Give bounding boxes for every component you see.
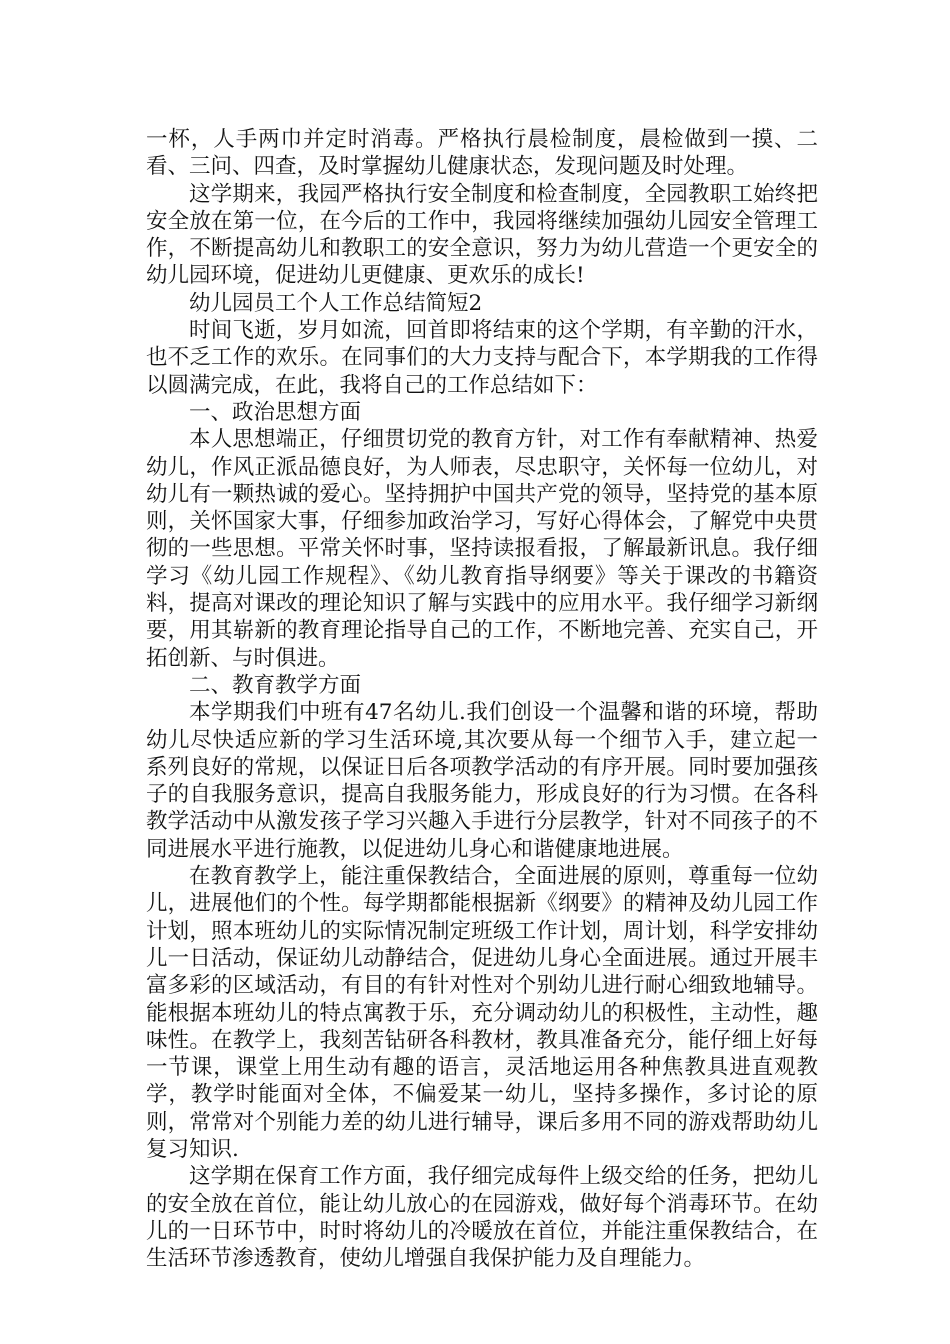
paragraph-teaching: 在教育教学上，能注重保教结合，全面进展的原则，尊重每一位幼儿，进展他们的个性。每学期都能根据新《纲要》的精神及幼儿园工作计划，照本班幼儿的实际情况制定班级工作计划，周计划，科学安排幼儿一日活动，保证幼儿动静结合，促进幼儿身心全面进展。通过开展丰富多彩的区域活动，有目的有针对性对个别幼儿进行耐心细致地辅导。能根据本班幼儿的特点寓教于乐，充分调动幼儿的积极性，主动性，趣味性。在教学上，我刻苦钻研各科教材，教具准备充分，能仔细上好每一节课，课堂上用生动有趣的语言，灵活地运用各种焦教具进直观教学，教学时能面对全体，不偏爱某一幼儿，坚持多操作，多讨论的原则，常常对个别能力差的幼儿进行辅导，课后多用不同的游戏帮助幼儿复习知识.	[146, 864, 818, 1162]
paragraph-safety-summary: 这学期来，我园严格执行安全制度和检查制度，全园教职工始终把安全放在第一位，在今后的工作中，我园将继续加强幼儿园安全管理工作，不断提高幼儿和教职工的安全意识，努力为幼儿营造一个更安全的幼儿园环境，促进幼儿更健康、更欢乐的成长!	[146, 181, 818, 289]
paragraph-continuation: 一杯，人手两巾并定时消毒。严格执行晨检制度，晨检做到一摸、二看、三问、四查，及时掌握幼儿健康状态，发现问题及时处理。	[146, 127, 818, 180]
section-heading-teaching: 二、教育教学方面	[189, 672, 362, 698]
paragraph-childcare: 这学期在保育工作方面，我仔细完成每件上级交给的任务，把幼儿的安全放在首位，能让幼儿放心的在园游戏，做好每个消毒环节。在幼儿的一日环节中，时时将幼儿的冷暖放在首位，并能注重保教结合，在生活环节渗透教育，使幼儿增强自我保护能力及自理能力。	[146, 1164, 818, 1272]
document-title: 幼儿园员工个人工作总结简短2	[189, 290, 483, 316]
paragraph-political: 本人思想端正，仔细贯切党的教育方针，对工作有奉献精神、热爱幼儿，作风正派品德良好，为人师表，尽忠职守，关怀每一位幼儿，对幼儿有一颗热诚的爱心。坚持拥护中国共产党的领导，坚持党的基本原则，关怀国家大事，仔细参加政治学习，写好心得体会，了解党中央贯彻的一些思想。平常关怀时事，坚持读报看报，了解最新讯息。我仔细学习《幼儿园工作规程》、《幼儿教育指导纲要》等关于课改的书籍资料，提高对课改的理论知识了解与实践中的应用水平。我仔细学习新纲要，用其崭新的教育理论指导自己的工作，不断地完善、充实自己，开拓创新、与时俱进。	[146, 427, 818, 671]
document-body	[146, 126, 818, 1272]
paragraph-class-environment: 本学期我们中班有47名幼儿.我们创设一个温馨和谐的环境，帮助幼儿尽快适应新的学习生活环境,其次要从每一个细节入手，建立起一系列良好的常规，以保证日后各项教学活动的有序开展。同时要加强孩子的自我服务意识，提高自我服务能力，形成良好的行为习惯。在各科教学活动中从激发孩子学习兴趣入手进行分层教学，针对不同孩子的不同进展水平进行施教，以促进幼儿身心和谐健康地进展。	[146, 700, 818, 862]
section-heading-political: 一、政治思想方面	[189, 399, 362, 425]
paragraph-intro: 时间飞逝，岁月如流，回首即将结束的这个学期，有辛勤的汗水，也不乏工作的欢乐。在同事们的大力支持与配合下，本学期我的工作得以圆满完成，在此，我将自己的工作总结如下：	[146, 318, 818, 398]
